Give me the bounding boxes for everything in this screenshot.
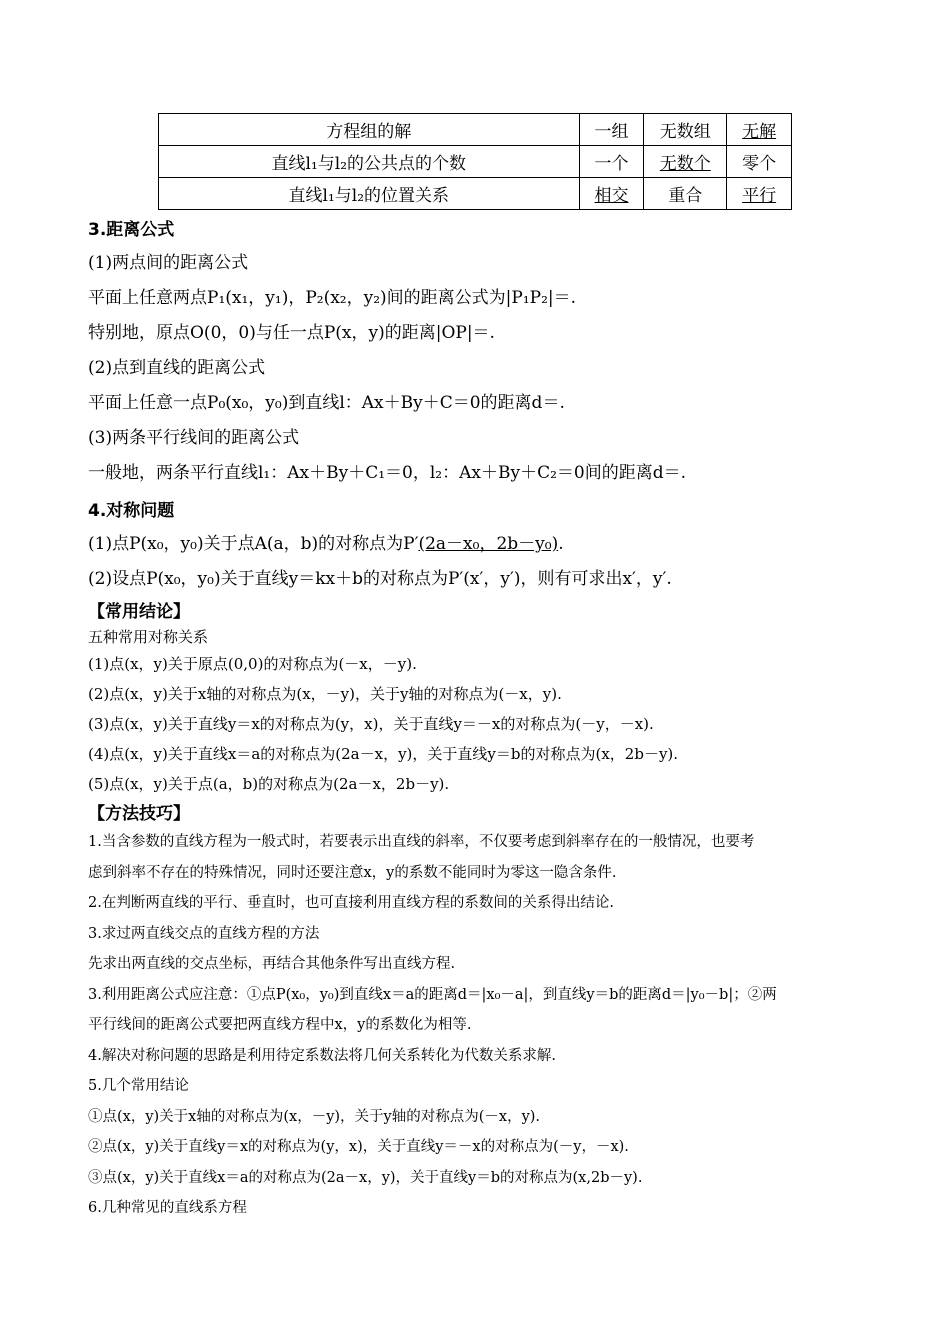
- paragraph: (2)点(x，y)关于x轴的对称点为(x，－y)，关于y轴的对称点为(－x，y).: [88, 685, 562, 703]
- table-cell-answer: 平行: [727, 178, 792, 210]
- paragraph: 2.在判断两直线的平行、垂直时，也可直接利用直线方程的系数间的关系得出结论.: [88, 895, 614, 911]
- paragraph: 5.几个常用结论: [88, 1078, 189, 1094]
- paragraph: 五种常用对称关系: [88, 628, 209, 646]
- bracket-heading-methods: 【方法技巧】: [88, 804, 190, 824]
- paragraph: (4)点(x，y)关于直线x＝a的对称点为(2a－x，y)，关于直线y＝b的对称点为(x，2b－y).: [88, 745, 679, 763]
- table-row: [159, 114, 792, 146]
- section-heading-symmetry: 4.对称问题: [88, 501, 175, 521]
- paragraph: 6.几种常见的直线系方程: [88, 1200, 247, 1216]
- paragraph: 3.求过两直线交点的直线方程的方法: [88, 925, 320, 942]
- table-cell: 一个: [579, 146, 644, 178]
- paragraph: (1)点(x，y)关于原点(0,0)的对称点为(－x，－y).: [88, 655, 417, 673]
- text-span: .: [558, 534, 564, 554]
- paragraph: ③点(x，y)关于直线x＝a的对称点为(2a－x，y)，关于直线y＝b的对称点为(x,2b－y).: [88, 1169, 643, 1186]
- paragraph: 1.当含参数的直线方程为一般式时，若要表示出直线的斜率，不仅要考虑到斜率存在的一般情况，也要考: [88, 834, 755, 850]
- paragraph: (1)两点间的距离公式: [88, 253, 249, 273]
- paragraph: (5)点(x，y)关于点(a，b)的对称点为(2a－x，2b－y).: [88, 775, 450, 793]
- table-cell-answer: 无数个: [644, 146, 727, 178]
- paragraph: 先求出两直线的交点坐标，再结合其他条件写出直线方程.: [88, 956, 456, 972]
- document-page: [88, 113, 864, 1224]
- table-cell: 零个: [727, 146, 792, 178]
- table-cell-answer: 相交: [579, 178, 644, 210]
- bracket-heading-conclusions: 【常用结论】: [88, 602, 190, 622]
- paragraph: 平行线间的距离公式要把两直线方程中x，y的系数化为相等.: [88, 1017, 472, 1033]
- section-heading-distance: 3.距离公式: [88, 220, 175, 240]
- paragraph: (2)设点P(x₀，y₀)关于直线y＝kx＋b的对称点为P′(x′，y′)，则有可求出x′，y′.: [88, 569, 672, 589]
- paragraph: [88, 527, 864, 562]
- paragraph: ②点(x，y)关于直线y＝x的对称点为(y，x)，关于直线y＝－x的对称点为(－y，－x).: [88, 1139, 629, 1155]
- paragraph: 一般地，两条平行直线l₁：Ax＋By＋C₁＝0，l₂：Ax＋By＋C₂＝0间的距离d＝.: [88, 463, 686, 483]
- table-row: [159, 178, 792, 210]
- table-cell: 方程组的解: [159, 114, 580, 146]
- paragraph: (3)两条平行线间的距离公式: [88, 428, 300, 448]
- table-cell: 直线l₁与l₂的公共点的个数: [159, 146, 580, 178]
- relation-table: [158, 113, 792, 210]
- underlined-answer: (2a－x₀，2b－y₀): [418, 534, 559, 554]
- paragraph: 平面上任意一点P₀(x₀，y₀)到直线l：Ax＋By＋C＝0的距离d＝.: [88, 393, 565, 413]
- table-row: [159, 146, 792, 178]
- table-cell: 一组: [579, 114, 644, 146]
- paragraph: 平面上任意两点P₁(x₁，y₁)，P₂(x₂，y₂)间的距离公式为|P₁P₂|＝.: [88, 288, 577, 308]
- text-span: (1)点P(x₀，y₀)关于点A(a，b)的对称点为P′: [88, 534, 419, 554]
- paragraph: (2)点到直线的距离公式: [88, 358, 266, 378]
- paragraph: 4.解决对称问题的思路是利用待定系数法将几何关系转化为代数关系求解.: [88, 1047, 556, 1064]
- paragraph: 虑到斜率不存在的特殊情况，同时还要注意x，y的系数不能同时为零这一隐含条件.: [88, 864, 617, 881]
- paragraph: 3.利用距离公式应注意：①点P(x₀，y₀)到直线x＝a的距离d＝|x₀－a|，到直线y＝b的距离d＝|y₀－b|；②两: [88, 986, 777, 1003]
- table-cell: 重合: [644, 178, 727, 210]
- table-cell: 直线l₁与l₂的位置关系: [159, 178, 580, 210]
- table-cell-answer: 无解: [727, 114, 792, 146]
- paragraph: 特别地，原点O(0，0)与任一点P(x，y)的距离|OP|＝.: [88, 323, 495, 343]
- table-cell: 无数组: [644, 114, 727, 146]
- paragraph: (3)点(x，y)关于直线y＝x的对称点为(y，x)，关于直线y＝－x的对称点为(－y，－x).: [88, 715, 654, 733]
- paragraph: ①点(x，y)关于x轴的对称点为(x，－y)，关于y轴的对称点为(－x，y).: [88, 1108, 541, 1125]
